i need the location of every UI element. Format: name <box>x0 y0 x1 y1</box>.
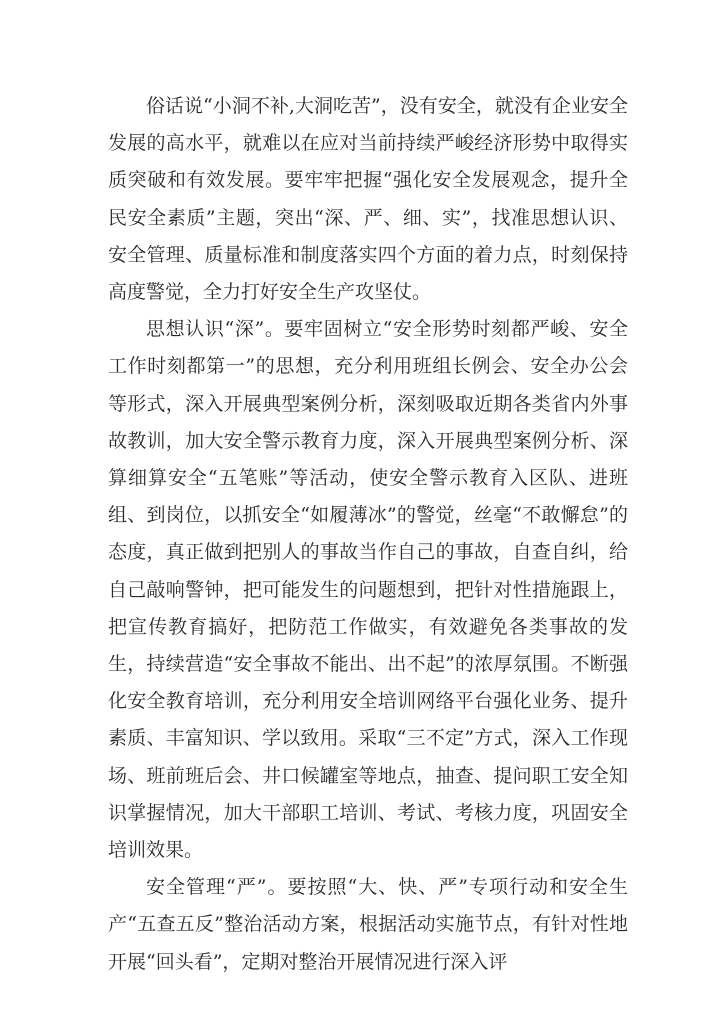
paragraph-thinking-deep: 思想认识“深”。要牢固树立“安全形势时刻都严峻、安全工作时刻都第一”的思想，充分利用班组长例会、安全办公会等形式，深入开展典型案例分析，深刻吸取近期各类省内外事故教训，加大安全警示教育力度，深入开展典型案例分析、深算细算安全“五笔账”等活动，使安全警示教育入区队、进班组、到岗位，以抓安全“如履薄冰”的警觉，丝毫“不敢懈怠”的态度，真正做到把别人的事故当作自己的事故，自查自纠，给自己敲响警钟，把可能发生的问题想到，把针对性措施跟上，把宣传教育搞好，把防范工作做实，有效避免各类事故的发生，持续营造“安全事故不能出、出不起”的浓厚氛围。不断强化安全教育培训，充分利用安全培训网络平台强化业务、提升素质、丰富知识、学以致用。采取“三不定”方式，深入工作现场、班前班后会、井口候罐室等地点，抽查、提问职工安全知识掌握情况，加大干部职工培训、考试、考核力度，巩固安全培训效果。 <box>108 318 628 862</box>
document-body <box>108 88 628 981</box>
paragraph-intro: 俗话说“小洞不补,大洞吃苦”，没有安全，就没有企业安全发展的高水平，就难以在应对当前持续严峻经济形势中取得实质突破和有效发展。要牢牢把握“强化安全发展观念，提升全民安全素质”主题，突出“深、严、细、实”，找准思想认识、安全管理、质量标准和制度落实四个方面的着力点，时刻保持高度警觉，全力打好安全生产攻坚仗。 <box>108 95 628 304</box>
paragraph-management-strict: 安全管理“严”。要按照“大、快、严”专项行动和安全生产“五查五反”整治活动方案，根据活动实施节点，有针对性地开展“回头看”，定期对整治开展情况进行深入评 <box>108 876 628 973</box>
